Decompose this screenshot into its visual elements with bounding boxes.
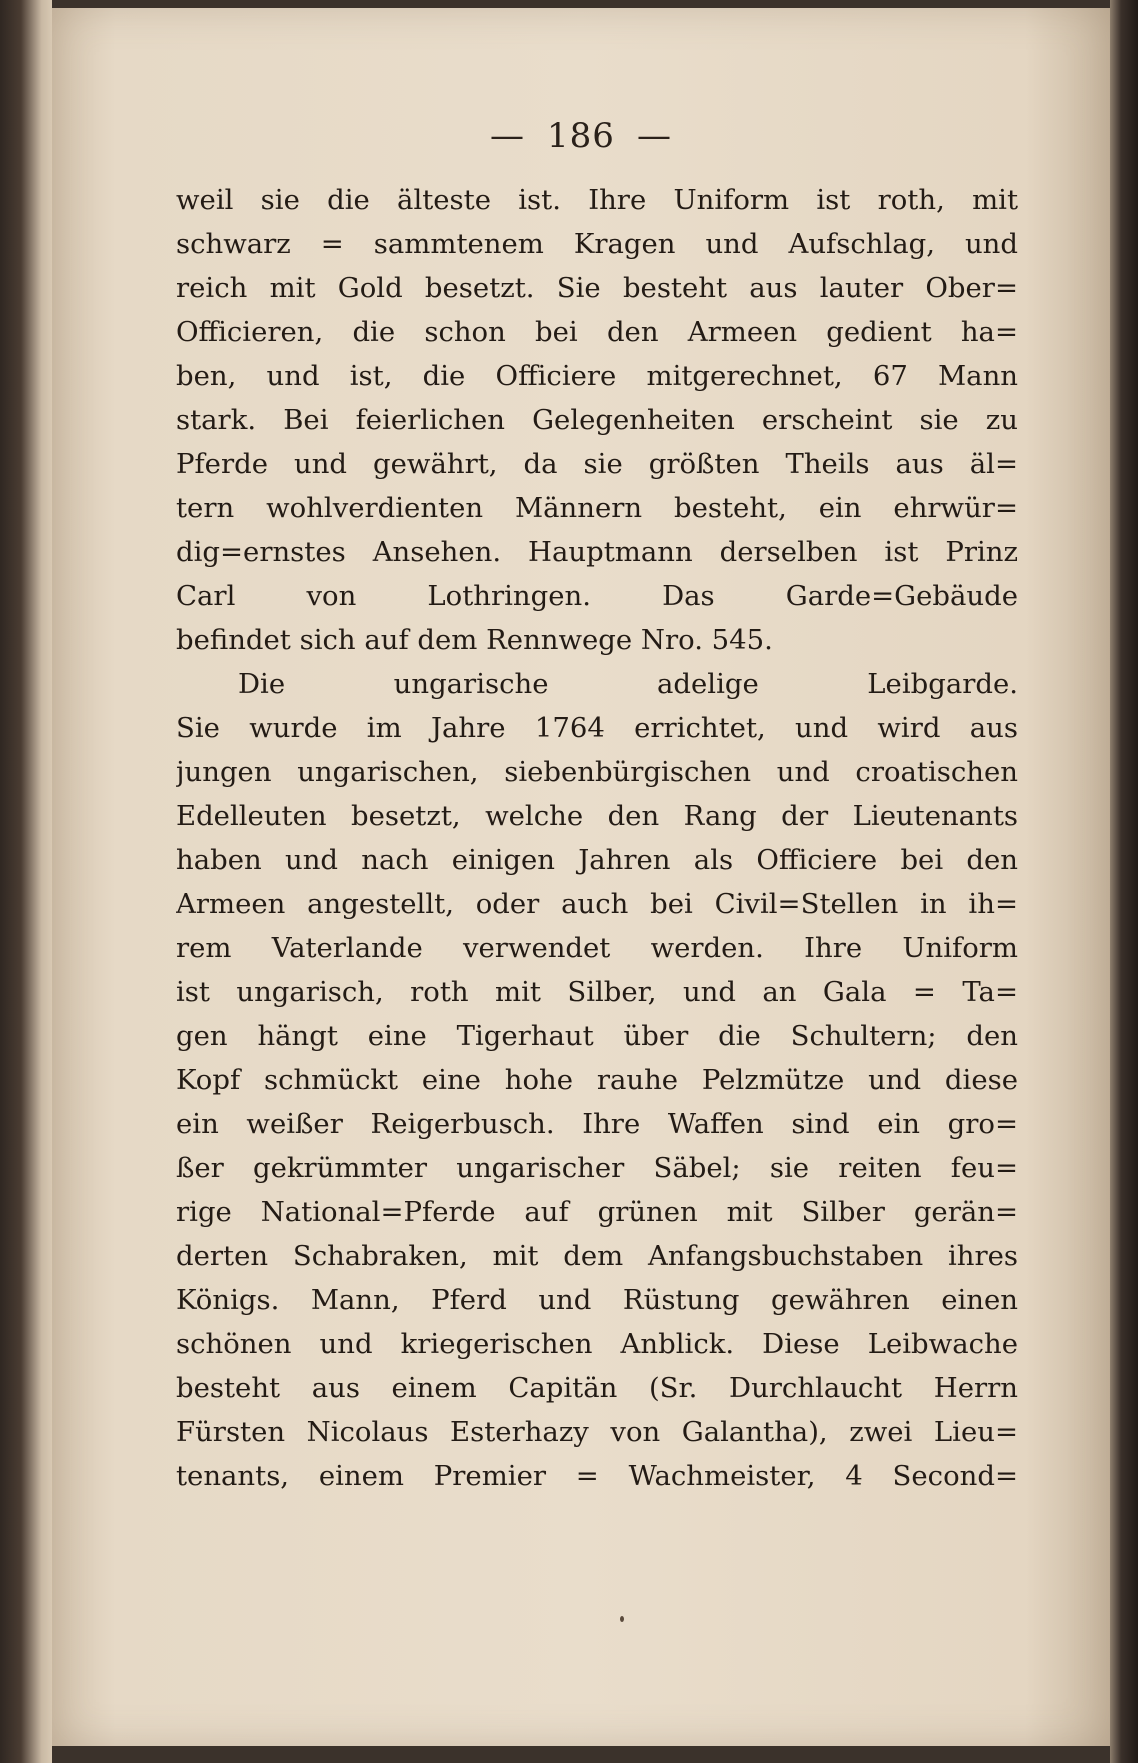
text-line: ist ungarisch, roth mit Silber, und an Gala = Ta=	[176, 976, 1018, 1008]
ink-speck	[620, 1616, 624, 1622]
header-dash-right: —	[636, 116, 672, 156]
text-line: derten Schabraken, mit dem Anfangsbuchstaben ihres	[176, 1240, 1018, 1272]
text-line: Kopf schmückt eine hohe rauhe Pelzmütze und diese	[176, 1064, 1018, 1096]
text-line: besteht aus einem Capitän (Sr. Durchlaucht Herrn	[176, 1372, 1018, 1404]
text-line: Officieren, die schon bei den Armeen gedient ha=	[176, 316, 1018, 348]
body-text	[176, 178, 1018, 1498]
text-line: haben und nach einigen Jahren als Officiere bei den	[176, 844, 1018, 876]
text-line: reich mit Gold besetzt. Sie besteht aus lauter Ober=	[176, 272, 1018, 304]
text-line: Pferde und gewährt, da sie größten Theils aus äl=	[176, 448, 1018, 480]
text-line: Sie wurde im Jahre 1764 errichtet, und wird aus	[176, 712, 1018, 744]
text-line: dig=ernstes Ansehen. Hauptmann derselben ist Prinz	[176, 536, 1018, 568]
text-line: ßer gekrümmter ungarischer Säbel; sie reiten feu=	[176, 1152, 1018, 1184]
text-line: stark. Bei feierlichen Gelegenheiten erscheint sie zu	[176, 404, 1018, 436]
book-binding-left	[0, 0, 52, 1763]
text-line: rem Vaterlande verwendet werden. Ihre Uniform	[176, 932, 1018, 964]
text-line: jungen ungarischen, siebenbürgischen und croatischen	[176, 756, 1018, 788]
section-heading: Die ungarische adelige Leibgarde.	[238, 668, 1018, 700]
text-line: rige National=Pferde auf grünen mit Silber gerän=	[176, 1196, 1018, 1228]
text-line: schönen und kriegerischen Anblick. Diese Leibwache	[176, 1328, 1018, 1360]
page-number: 186	[547, 116, 615, 156]
text-line: schwarz = sammtenem Kragen und Aufschlag, und	[176, 228, 1018, 260]
text-line: Königs. Mann, Pferd und Rüstung gewähren einen	[176, 1284, 1018, 1316]
header-dash-left: —	[490, 116, 526, 156]
text-line: ein weißer Reigerbusch. Ihre Waffen sind ein gro=	[176, 1108, 1018, 1140]
text-line: Edelleuten besetzt, welche den Rang der Lieutenants	[176, 800, 1018, 832]
text-line: Fürsten Nicolaus Esterhazy von Galantha), zwei Lieu=	[176, 1416, 1018, 1448]
text-line: gen hängt eine Tigerhaut über die Schultern; den	[176, 1020, 1018, 1052]
text-line: tern wohlverdienten Männern besteht, ein ehrwür=	[176, 492, 1018, 524]
text-line: befindet sich auf dem Rennwege Nro. 545.	[176, 624, 773, 656]
text-line: Armeen angestellt, oder auch bei Civil=Stellen in ih=	[176, 888, 1018, 920]
text-line: tenants, einem Premier = Wachmeister, 4 Second=	[176, 1460, 1018, 1492]
text-line: weil sie die älteste ist. Ihre Uniform ist roth, mit	[176, 184, 1018, 216]
page-header	[52, 116, 1110, 156]
book-edge-right	[1110, 0, 1138, 1763]
text-line: ben, und ist, die Officiere mitgerechnet, 67 Mann	[176, 360, 1018, 392]
text-line: Carl von Lothringen. Das Garde=Gebäude	[176, 580, 1018, 612]
